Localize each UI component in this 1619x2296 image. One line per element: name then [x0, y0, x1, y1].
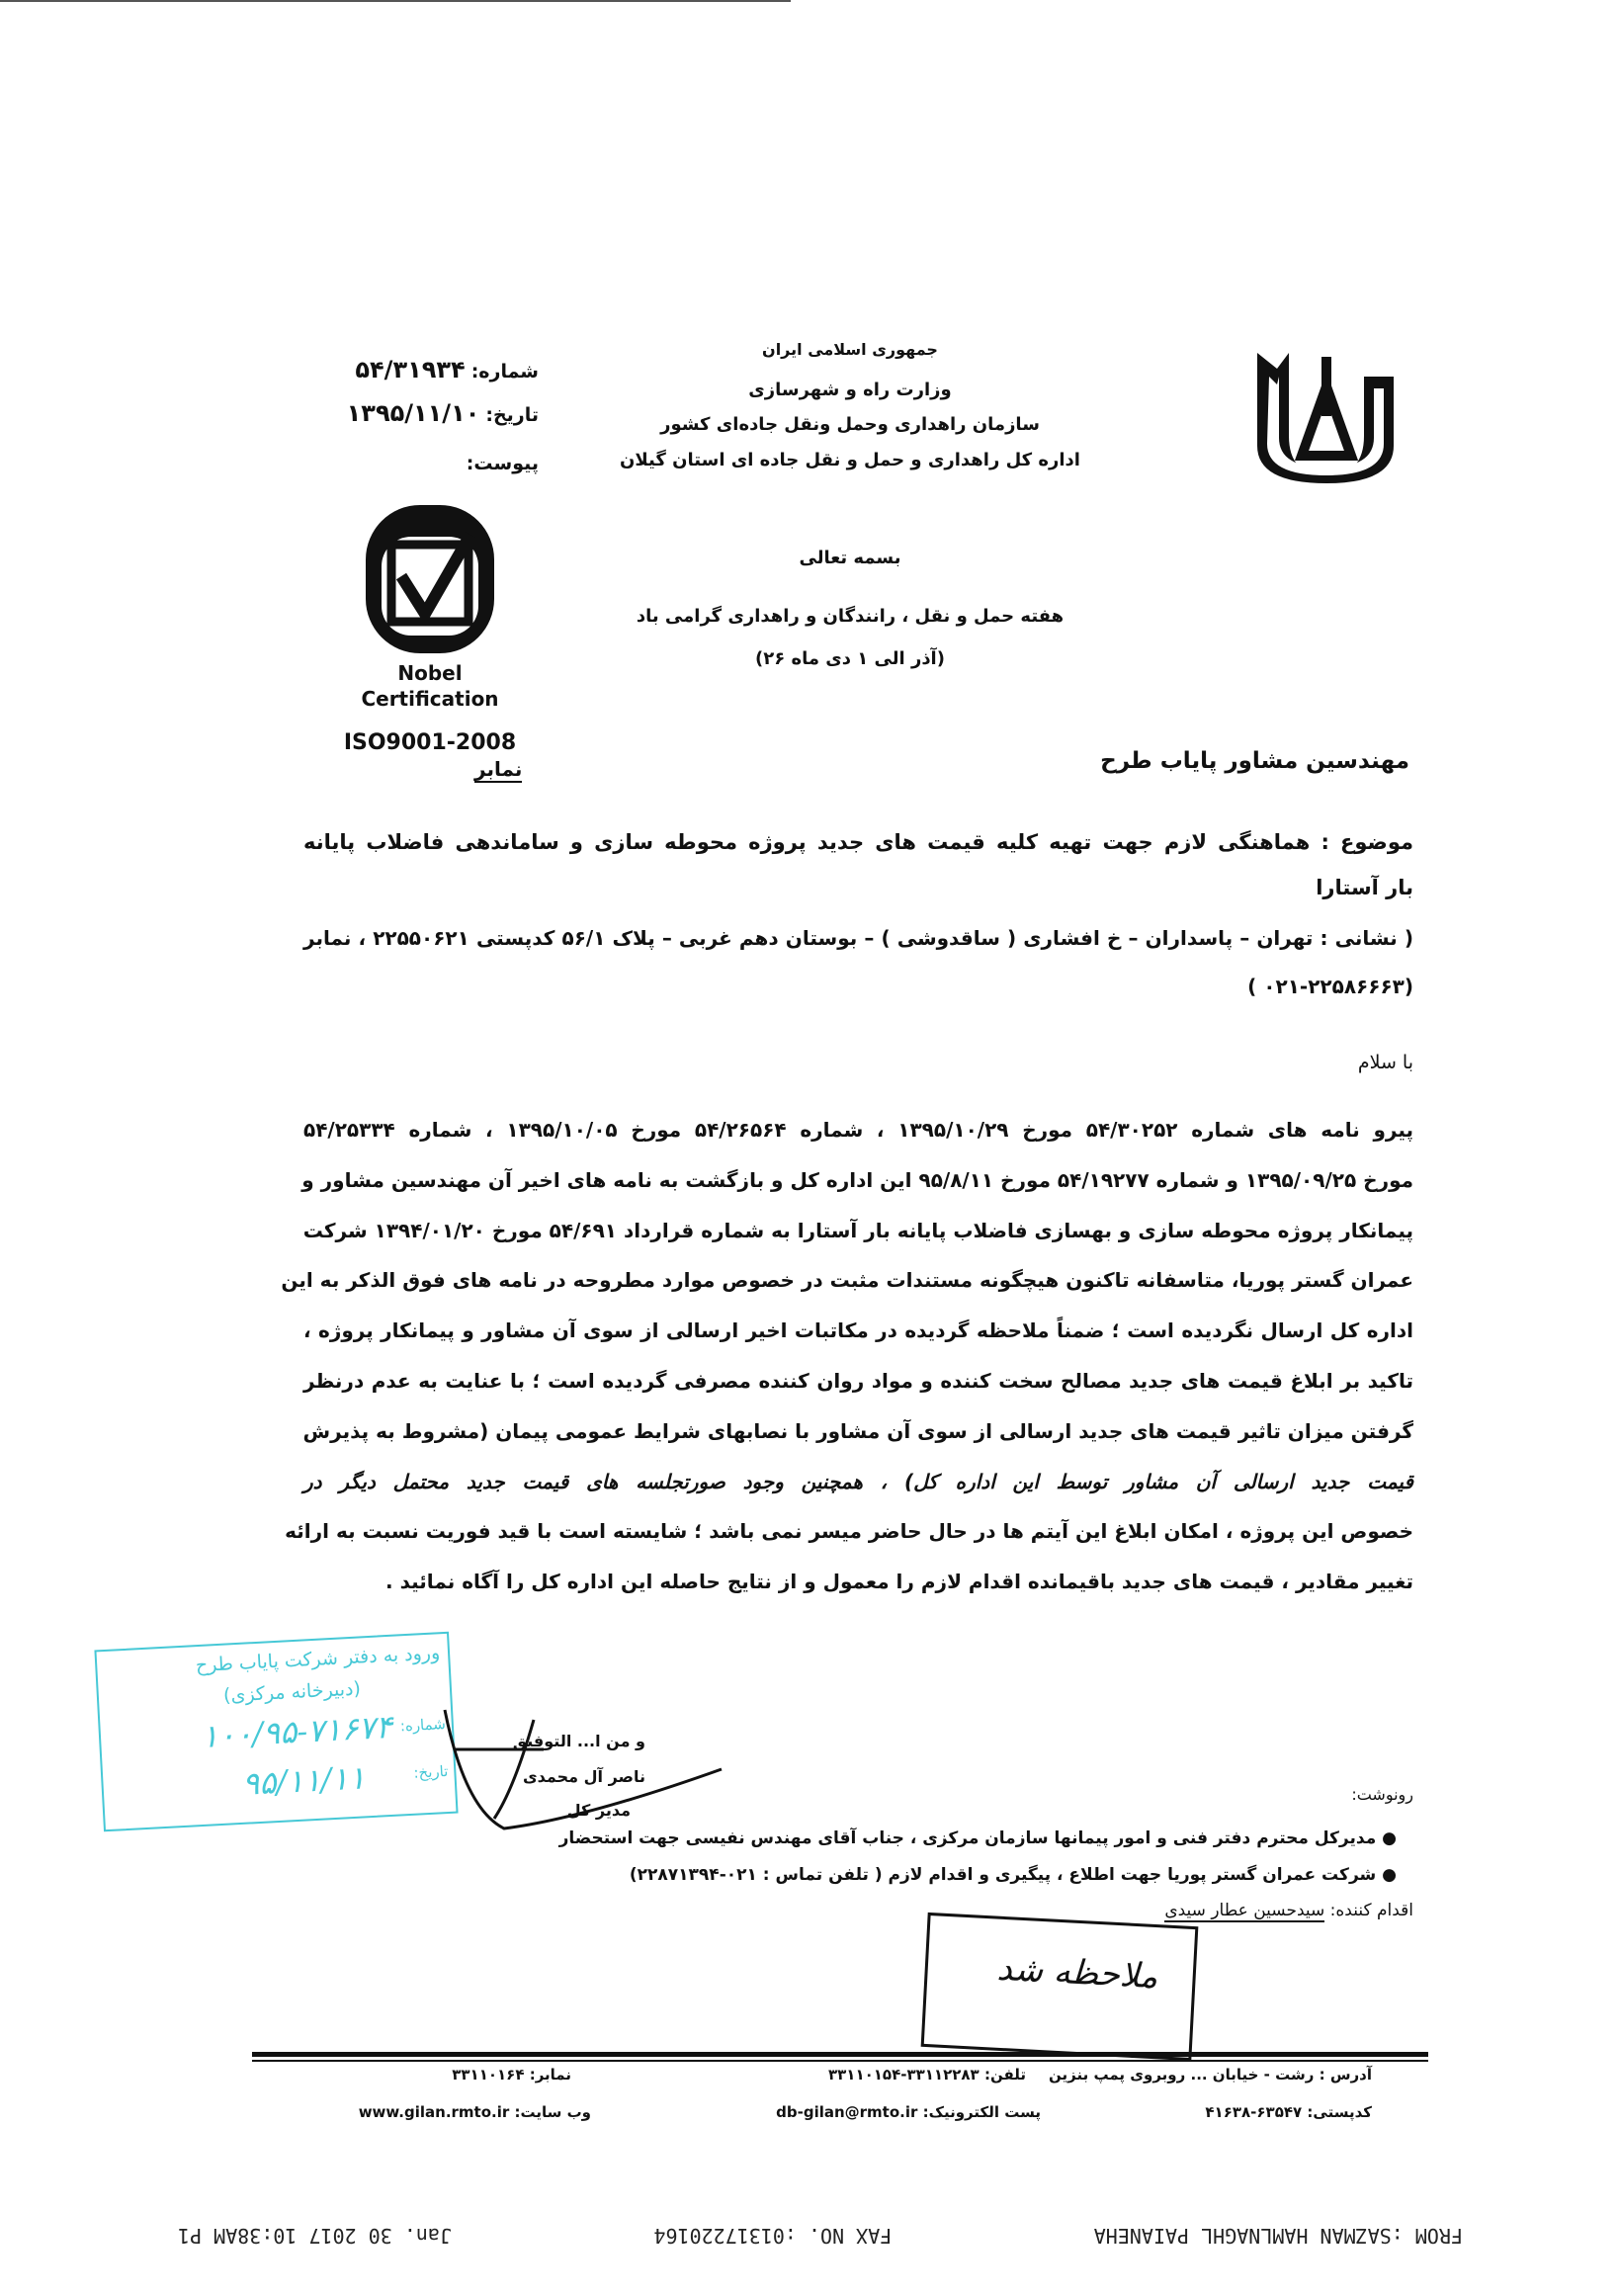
letterhead-line: وزارت راه و شهرسازی: [748, 380, 952, 400]
cc-item: ● مدیرکل محترم دفتر فنی و امور پیمانها سازمان مرکزی ، جناب آقای مهندس نفیسی جهت استحضار: [558, 1828, 1397, 1848]
receipt-stamp: [94, 1632, 458, 1832]
transport-week-dates: (۲۶ آذر الی ۱ دی ماه): [755, 648, 945, 669]
fax-from: FROM :SAZMAN HAMLNAGHL PAIANEHA: [1093, 2224, 1463, 2248]
footer-fax: نمابر: ۳۳۱۱۰۱۶۴: [452, 2066, 571, 2083]
road-logo-icon: [1247, 347, 1403, 487]
stamp-number-label: شماره:: [399, 1715, 447, 1736]
body-line: مورخ ۱۳۹۵/۰۹/۲۵ و شماره ۵۴/۱۹۲۷۷ مورخ ۹۵/۸/۱۱ این اداره کل و بازگشت به نامه های اخیر آن مهندسین مشاور و: [301, 1168, 1413, 1192]
letterhead-line: سازمان راهداری وحمل ونقل جاده‌ای کشور: [660, 414, 1040, 435]
body-line: پیرو نامه های شماره ۵۴/۳۰۲۵۲ مورخ ۱۳۹۵/۱۰/۲۹ ، شماره ۵۴/۲۶۵۶۴ مورخ ۱۳۹۵/۱۰/۰۵ ، شماره ۵۴/۲۵۳۳۴: [303, 1118, 1413, 1142]
date-label: تاریخ:: [485, 404, 539, 426]
footer-divider: [252, 2052, 1428, 2057]
stamp-number: ۱۰۰/۹۵-۷۱۶۷۴: [200, 1707, 393, 1755]
letter-number: [316, 356, 539, 383]
cc-item-text: شرکت عمران گستر پوریا جهت اطلاع ، پیگیری و اقدام لازم ( تلفن تماس : ۰۲۱-۲۲۸۷۱۳۹۴): [629, 1865, 1377, 1885]
scan-edge-line: [0, 0, 791, 2]
recipient: مهندسین مشاور پایاب طرح: [1100, 748, 1409, 774]
handwritten-note: ملاحظه شد: [995, 1948, 1159, 1998]
transport-week-greeting: هفته حمل و نقل ، رانندگان و راهداری گرامی باد: [636, 606, 1065, 627]
salutation: با سلام: [1357, 1052, 1413, 1073]
handwritten-note-box: [921, 1913, 1199, 2061]
stamp-department: (دبیرخانه مرکزی): [222, 1677, 362, 1707]
stamp-company: ورود به دفتر شرکت پایاب طرح: [195, 1642, 441, 1677]
fax-label: نمابر: [474, 757, 523, 781]
subject-line: موضوع : هماهنگی لازم جهت تهیه کلیه قیمت های جدید پروژه محوطه سازی و ساماندهی فاضلاب پایانه: [303, 830, 1413, 854]
cert-name: Nobel: [397, 661, 463, 685]
number-value: ۵۴/۳۱۹۳۴: [355, 356, 466, 383]
body-line: اداره کل ارسال نگردیده است ؛ ضمناً ملاحظه گردیده در مکاتبات اخیر ارسالی از سوی آن مشاور و پیمانکار پروژه ،: [303, 1318, 1413, 1342]
action-label: اقدام کننده:: [1329, 1901, 1413, 1920]
stamp-date: ۹۵/۱۱/۱۱: [241, 1758, 367, 1803]
footer-website: وب سایت: www.gilan.rmto.ir: [358, 2103, 591, 2121]
address-line: (۰۲۱-۲۲۵۸۶۶۶۳ ): [1247, 975, 1413, 998]
stamp-date-label: تاریخ:: [413, 1761, 449, 1782]
letterhead-line: اداره کل راهداری و حمل و نقل جاده ای استان گیلان: [620, 450, 1080, 470]
signature-closing: و من ا... التوفیق: [512, 1732, 645, 1750]
subject-line: بار آستارا: [1316, 876, 1413, 899]
body-line: خصوص این پروژه ، امکان ابلاغ این آیتم ها در حال حاضر میسر نمی باشد ؛ شایسته است با قید فوریت نسبت به ارائه: [285, 1519, 1413, 1543]
organization-logo: [1247, 347, 1403, 487]
fax-datetime: Jan. 30 2017 10:38AM P1: [178, 2224, 452, 2248]
letter-date: [316, 399, 539, 427]
signatory-name: ناصر آل محمدی: [522, 1767, 645, 1786]
body-line: تاکید بر ابلاغ قیمت های جدید مصالح سخت کننده و مواد روان کننده مصرفی گردیده است ؛ با عنایت به عدم درنظر: [303, 1369, 1413, 1393]
cc-label: رونوشت:: [1351, 1785, 1413, 1804]
footer-phone: تلفن: ۳۳۱۱۲۲۸۳-۳۳۱۱۰۱۵۴: [827, 2066, 1026, 2083]
body-line: گرفتن میزان تاثیر قیمت های جدید ارسالی از سوی آن مشاور با نصابهای شرایط عمومی پیمان (مشروط به پذیرش: [302, 1419, 1413, 1443]
bismillah: بسمه تعالی: [799, 548, 901, 568]
certification-logo: [344, 497, 517, 660]
cert-label: Certification: [361, 687, 499, 711]
number-label: شماره:: [470, 361, 539, 383]
body-line: پیمانکار پروژه محوطه سازی و بهسازی فاضلاب پایانه بار آستارا به شماره قرارداد ۵۴/۶۹۱ مورخ ۱۳۹۴/۰۱/۲۰ شرکت: [302, 1219, 1413, 1242]
address-line: ( نشانی : تهران – پاسداران – خ افشاری ( ساقدوشی ) – بوستان دهم غربی – پلاک ۵۶/۱ کدپستی ۲۲۵۵۰۶۲۱ ، نمابر: [303, 926, 1413, 950]
footer-email: پست الکترونیک: db-gilan@rmto.ir: [776, 2103, 1041, 2121]
footer-postal-code: کدپستی: ۶۳۵۴۷-۴۱۶۳۸: [1205, 2103, 1372, 2121]
body-line: قیمت جدید ارسالی آن مشاور توسط این اداره کل) ، همچنین وجود صورتجلسه های قیمت جدید محتمل دیگر در: [303, 1470, 1413, 1493]
fax-transmission-header: [178, 2224, 1463, 2248]
footer-divider: [252, 2060, 1428, 2062]
action-by: [1164, 1901, 1413, 1920]
signatory-title: مدیر کل: [566, 1801, 631, 1820]
action-name: سیدحسین عطار سیدی: [1164, 1901, 1325, 1920]
fax-number: FAX NO. :01317220164: [653, 2224, 893, 2248]
checkmark-logo-icon: [344, 497, 517, 660]
footer-address: آدرس : رشت - خیابان ... روبروی پمپ بنزین: [1049, 2066, 1372, 2083]
body-line: عمران گستر پوریا، متاسفانه تاکنون هیچگونه مستندات مثبت در خصوص موارد مطروحه در نامه های فوق الذکر به این: [281, 1268, 1413, 1292]
cc-item-text: مدیرکل محترم دفتر فنی و امور پیمانها سازمان مرکزی ، جناب آقای مهندس نفیسی جهت استحضار: [558, 1828, 1377, 1848]
cc-item: ● شرکت عمران گستر پوریا جهت اطلاع ، پیگیری و اقدام لازم ( تلفن تماس : ۰۲۱-۲۲۸۷۱۳۹۴): [629, 1865, 1397, 1885]
body-line: تغییر مقادیر ، قیمت های جدید باقیمانده اقدام لازم را معمول و از نتایج حاصله این اداره کل را آگاه نمائید .: [385, 1570, 1413, 1593]
letterhead-line: جمهوری اسلامی ایران: [762, 340, 938, 359]
attachment-label: پیوست:: [466, 453, 539, 474]
date-value: ۱۳۹۵/۱۱/۱۰: [346, 399, 480, 427]
iso-label: ISO9001-2008: [343, 730, 517, 755]
